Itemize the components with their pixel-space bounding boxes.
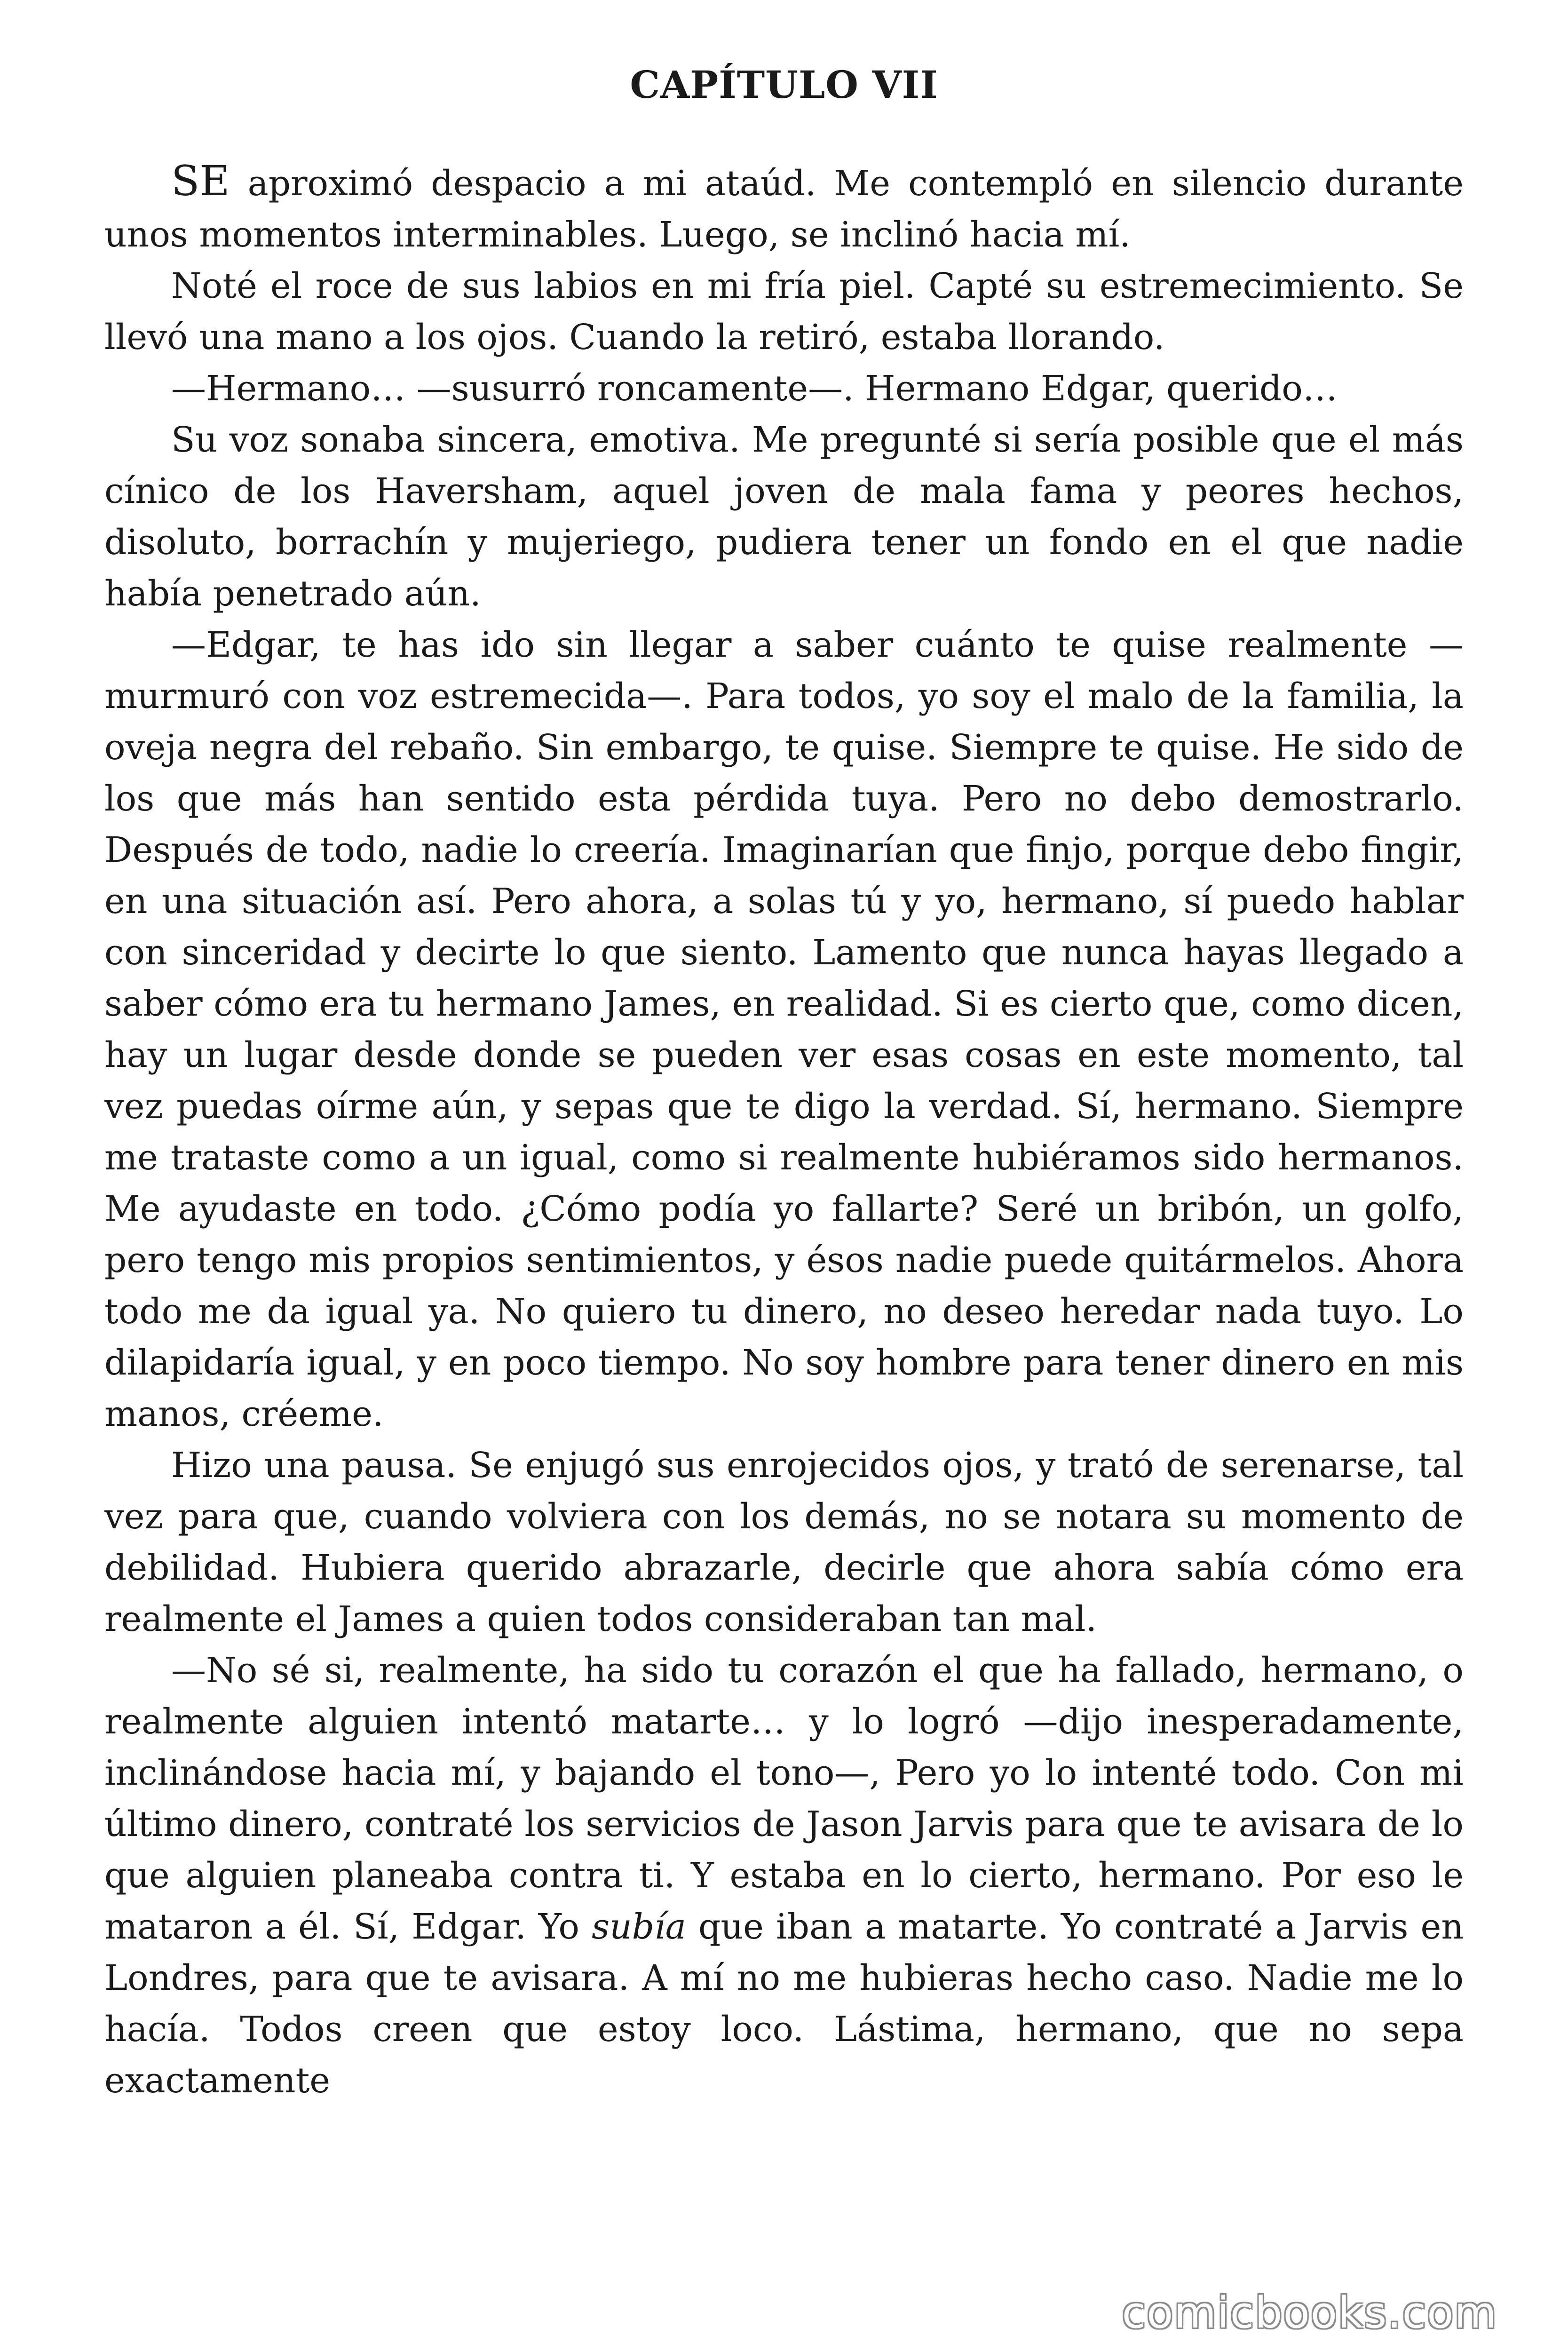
paragraph-3: —Hermano… —susurró roncamente—. Hermano Edgar, querido… [171,368,1338,409]
paragraph-1-text: aproximó despacio a mi ataúd. Me contempló en silencio durante unos momentos interminables. Luego, se inclinó hacia mí. [104,163,1464,255]
paragraph-4: Su voz sonaba sincera, emotiva. Me pregunté si sería posible que el más cínico de los Haversham, aquel joven de mala fama y peores hechos, disoluto, borrachín y mujeriego, pudiera tener un fondo en el que nadie había penetrado aún. [104,420,1464,614]
paragraph-6: Hizo una pausa. Se enjugó sus enrojecidos ojos, y trató de serenarse, tal vez para que, cuando volviera con los demás, no se notara su momento de debilidad. Hubiera querido abrazarle, decirle que ahora sabía cómo era realmente el James a quien todos consideraban tan mal. [104,1445,1464,1639]
paragraph-1 [104,155,1464,261]
paragraph-2: Noté el roce de sus labios en mi fría piel. Capté su estremecimiento. Se llevó una mano a los ojos. Cuando la retiró, estaba llorando. [104,266,1464,358]
page [104,56,1464,2106]
chapter-title: CAPÍTULO VII [630,63,938,107]
paragraph-7-text-a: —No sé si, realmente, ha sido tu corazón el que ha fallado, hermano, o realmente alguien intentó matarte… y lo logró —dijo inesperadamente, inclinándose hacia mí, y bajando el tono—, Pero yo lo intenté todo. Con mi último dinero, contraté los servicios de Jason Jarvis para que te avisara de lo que alguien planeaba contra ti. Y estaba en lo cierto, hermano. Por eso le mataron a él. Sí, Edgar. Yo [104,1650,1464,1947]
watermark: comicbooks.com [1122,2288,1497,2338]
body-text [104,155,1464,2106]
paragraph-7-text-b: que iban a matarte. Yo contraté a Jarvis en Londres, para que te avisara. A mí no me hubieras hecho caso. Nadie me lo hacía. Todos creen que estoy loco. Lástima, hermano, que no sepa exactamente [104,1907,1464,2101]
opening-capitals: SE [171,157,230,205]
italic-word: subía [592,1907,686,1947]
paragraph-7 [104,1645,1464,2106]
paragraph-5: —Edgar, te has ido sin llegar a saber cuánto te quise realmente — murmuró con voz estremecida—. Para todos, yo soy el malo de la familia, la oveja negra del rebaño. Sin embargo, te quise. Siempre te quise. He sido de los que más han sentido esta pérdida tuya. Pero no debo demostrarlo. Después de todo, nadie lo creería. Imaginarían que finjo, porque debo fingir, en una situación así. Pero ahora, a solas tú y yo, hermano, sí puedo hablar con sinceridad y decirte lo que siento. Lamento que nunca hayas llegado a saber cómo era tu hermano James, en realidad. Si es cierto que, como dicen, hay un lugar desde donde se pueden ver esas cosas en este momento, tal vez puedas oírme aún, y sepas que te digo la verdad. Sí, hermano. Siempre me trataste como a un igual, como si realmente hubiéramos sido hermanos. Me ayudaste en todo. ¿Cómo podía yo fallarte? Seré un bribón, un golfo, pero tengo mis propios sentimientos, y ésos nadie puede quitármelos. Ahora todo me da igual ya. No quiero tu dinero, no deseo heredar nada tuyo. Lo dilapidaría igual, y en poco tiempo. No soy hombre para tener dinero en mis manos, créeme. [104,625,1464,1434]
